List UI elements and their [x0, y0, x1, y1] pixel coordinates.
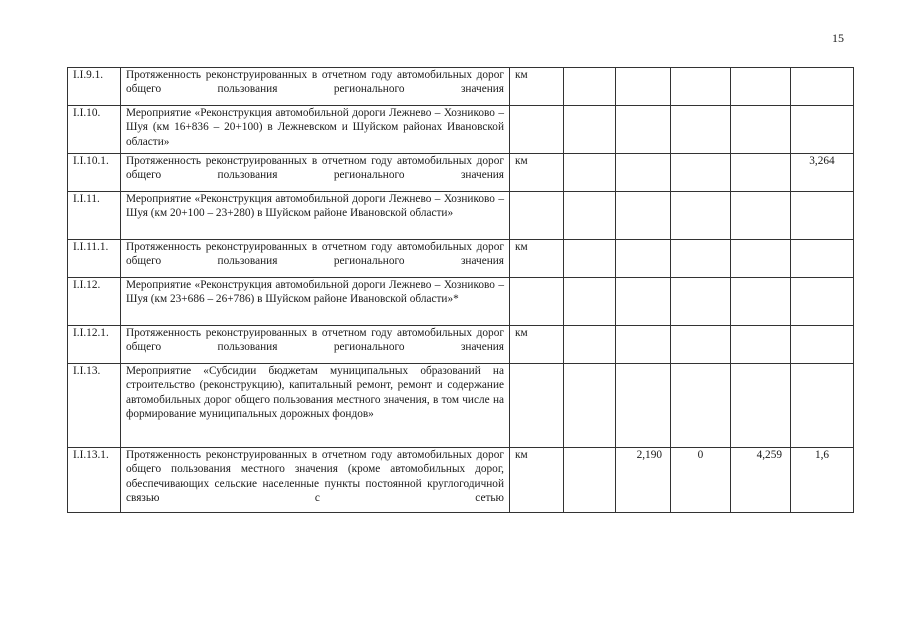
- row-value: 1,6: [791, 448, 854, 513]
- row-description: Протяженность реконструированных в отчетном году автомобильных дорог общего пользования регионального значения: [121, 326, 510, 364]
- row-unit: [510, 192, 564, 240]
- row-value: [564, 364, 616, 448]
- row-unit: км: [510, 154, 564, 192]
- row-number: I.I.13.: [68, 364, 121, 448]
- row-description: Мероприятие «Реконструкция автомобильной дороги Лежнево – Хозниково – Шуя (км 16+836 – 20+100) в Лежневском и Шуйском районах Ивановской области»: [121, 106, 510, 154]
- indicators-table: [67, 67, 854, 513]
- row-value: [564, 154, 616, 192]
- row-value: [791, 106, 854, 154]
- row-value: [731, 68, 791, 106]
- row-unit: [510, 364, 564, 448]
- row-value: [564, 240, 616, 278]
- row-number: I.I.9.1.: [68, 68, 121, 106]
- table-row: [68, 68, 854, 106]
- table-row: [68, 364, 854, 448]
- page-number: 15: [832, 31, 844, 45]
- row-number: I.I.12.: [68, 278, 121, 326]
- row-value: [671, 364, 731, 448]
- table-row: [68, 326, 854, 364]
- table-row: [68, 106, 854, 154]
- row-value: [671, 192, 731, 240]
- row-value: [616, 278, 671, 326]
- row-unit: км: [510, 68, 564, 106]
- row-value: [616, 68, 671, 106]
- row-value: [731, 364, 791, 448]
- row-description: Протяженность реконструированных в отчетном году автомобильных дорог общего пользования местного значения (кроме автомобильных дорог, обеспечивающих сельские населенные пункты постоянной круглогодичной связью с сетью: [121, 448, 510, 513]
- row-value: [671, 106, 731, 154]
- row-unit: км: [510, 240, 564, 278]
- row-description: Мероприятие «Реконструкция автомобильной дороги Лежнево – Хозниково – Шуя (км 20+100 – 23+280) в Шуйском районе Ивановской области»: [121, 192, 510, 240]
- row-value: [791, 68, 854, 106]
- row-value: [671, 68, 731, 106]
- row-value: [731, 240, 791, 278]
- row-value: 2,190: [616, 448, 671, 513]
- row-value: 3,264: [791, 154, 854, 192]
- row-value: 0: [671, 448, 731, 513]
- row-value: [671, 154, 731, 192]
- row-value: [791, 240, 854, 278]
- table-row: [68, 240, 854, 278]
- row-unit: км: [510, 326, 564, 364]
- table-row: [68, 448, 854, 513]
- row-value: [791, 278, 854, 326]
- row-value: [616, 326, 671, 364]
- row-value: [731, 106, 791, 154]
- row-value: 4,259: [731, 448, 791, 513]
- row-value: [616, 192, 671, 240]
- table-row: [68, 154, 854, 192]
- row-value: [616, 106, 671, 154]
- row-value: [731, 326, 791, 364]
- table-row: [68, 278, 854, 326]
- row-value: [791, 192, 854, 240]
- row-unit: [510, 278, 564, 326]
- row-value: [616, 364, 671, 448]
- table-row: [68, 192, 854, 240]
- row-value: [671, 278, 731, 326]
- row-number: I.I.11.1.: [68, 240, 121, 278]
- row-value: [791, 364, 854, 448]
- row-number: I.I.11.: [68, 192, 121, 240]
- row-description: Протяженность реконструированных в отчетном году автомобильных дорог общего пользования регионального значения: [121, 68, 510, 106]
- row-number: I.I.12.1.: [68, 326, 121, 364]
- row-number: I.I.10.: [68, 106, 121, 154]
- row-value: [564, 192, 616, 240]
- row-number: I.I.13.1.: [68, 448, 121, 513]
- row-number: I.I.10.1.: [68, 154, 121, 192]
- row-value: [731, 192, 791, 240]
- row-description: Мероприятие «Субсидии бюджетам муниципальных образований на строительство (реконструкцию), капитальный ремонт, ремонт и содержание автомобильных дорог общего пользования местного значения, в том числе на формирование муниципальных дорожных фондов»: [121, 364, 510, 448]
- row-value: [564, 448, 616, 513]
- row-value: [616, 154, 671, 192]
- row-value: [564, 106, 616, 154]
- row-value: [731, 278, 791, 326]
- row-description: Протяженность реконструированных в отчетном году автомобильных дорог общего пользования регионального значения: [121, 240, 510, 278]
- row-description: Мероприятие «Реконструкция автомобильной дороги Лежнево – Хозниково – Шуя (км 23+686 – 26+786) в Шуйском районе Ивановской области»*: [121, 278, 510, 326]
- row-description: Протяженность реконструированных в отчетном году автомобильных дорог общего пользования регионального значения: [121, 154, 510, 192]
- row-value: [564, 278, 616, 326]
- row-value: [791, 326, 854, 364]
- row-value: [731, 154, 791, 192]
- row-value: [671, 240, 731, 278]
- row-value: [564, 326, 616, 364]
- row-unit: км: [510, 448, 564, 513]
- row-value: [564, 68, 616, 106]
- row-value: [616, 240, 671, 278]
- row-unit: [510, 106, 564, 154]
- row-value: [671, 326, 731, 364]
